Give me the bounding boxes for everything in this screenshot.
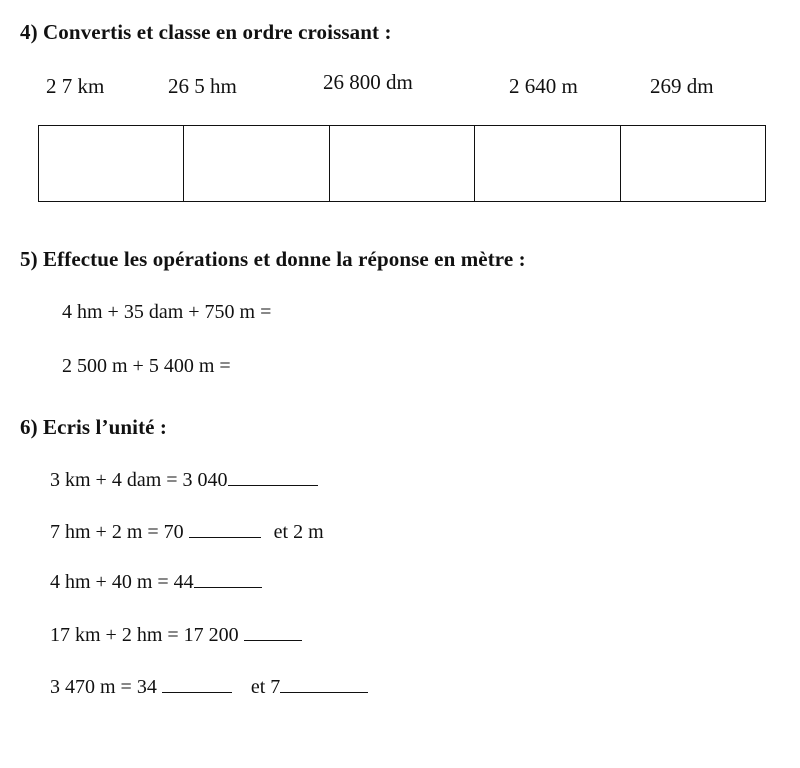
unit-blank-2[interactable] [189,519,261,538]
unit-line-3 [50,569,262,594]
answer-box-4[interactable] [475,126,620,201]
answer-box-3[interactable] [330,126,475,201]
unit-line-4-text: 17 km + 2 hm = 17 200 [50,624,239,646]
operation-1: 4 hm + 35 dam + 750 m = [62,301,272,323]
unit-line-2 [50,519,324,544]
section-5-title: 5) Effectue les opérations et donne la réponse en mètre : [20,247,526,271]
answer-boxes [38,125,766,202]
value-1: 2 7 km [46,74,105,98]
unit-line-5-middle: et 7 [250,676,281,698]
operation-2: 2 500 m + 5 400 m = [62,355,231,377]
unit-blank-1[interactable] [228,467,318,486]
answer-box-5[interactable] [621,126,765,201]
answer-box-2[interactable] [184,126,329,201]
answer-box-1[interactable] [39,126,184,201]
unit-line-2-suffix: et 2 m [273,521,324,543]
value-4: 2 640 m [509,74,578,98]
section-4-title: 4) Convertis et classe en ordre croissant : [20,20,392,44]
unit-blank-5a[interactable] [162,674,232,693]
unit-blank-4[interactable] [244,622,302,641]
unit-line-4 [50,622,302,647]
unit-line-3-text: 4 hm + 40 m = 44 [50,571,194,593]
value-3: 26 800 dm [323,70,413,94]
unit-line-2-text: 7 hm + 2 m = 70 [50,521,184,543]
section-6-title: 6) Ecris l’unité : [20,415,168,439]
value-5: 269 dm [650,74,714,98]
unit-line-5-text: 3 470 m = 34 [50,676,157,698]
value-2: 26 5 hm [168,74,237,98]
unit-line-5 [50,674,368,699]
unit-line-1 [50,467,318,492]
unit-line-1-text: 3 km + 4 dam = 3 040 [50,469,228,491]
unit-blank-3[interactable] [194,569,262,588]
unit-blank-5b[interactable] [280,674,368,693]
